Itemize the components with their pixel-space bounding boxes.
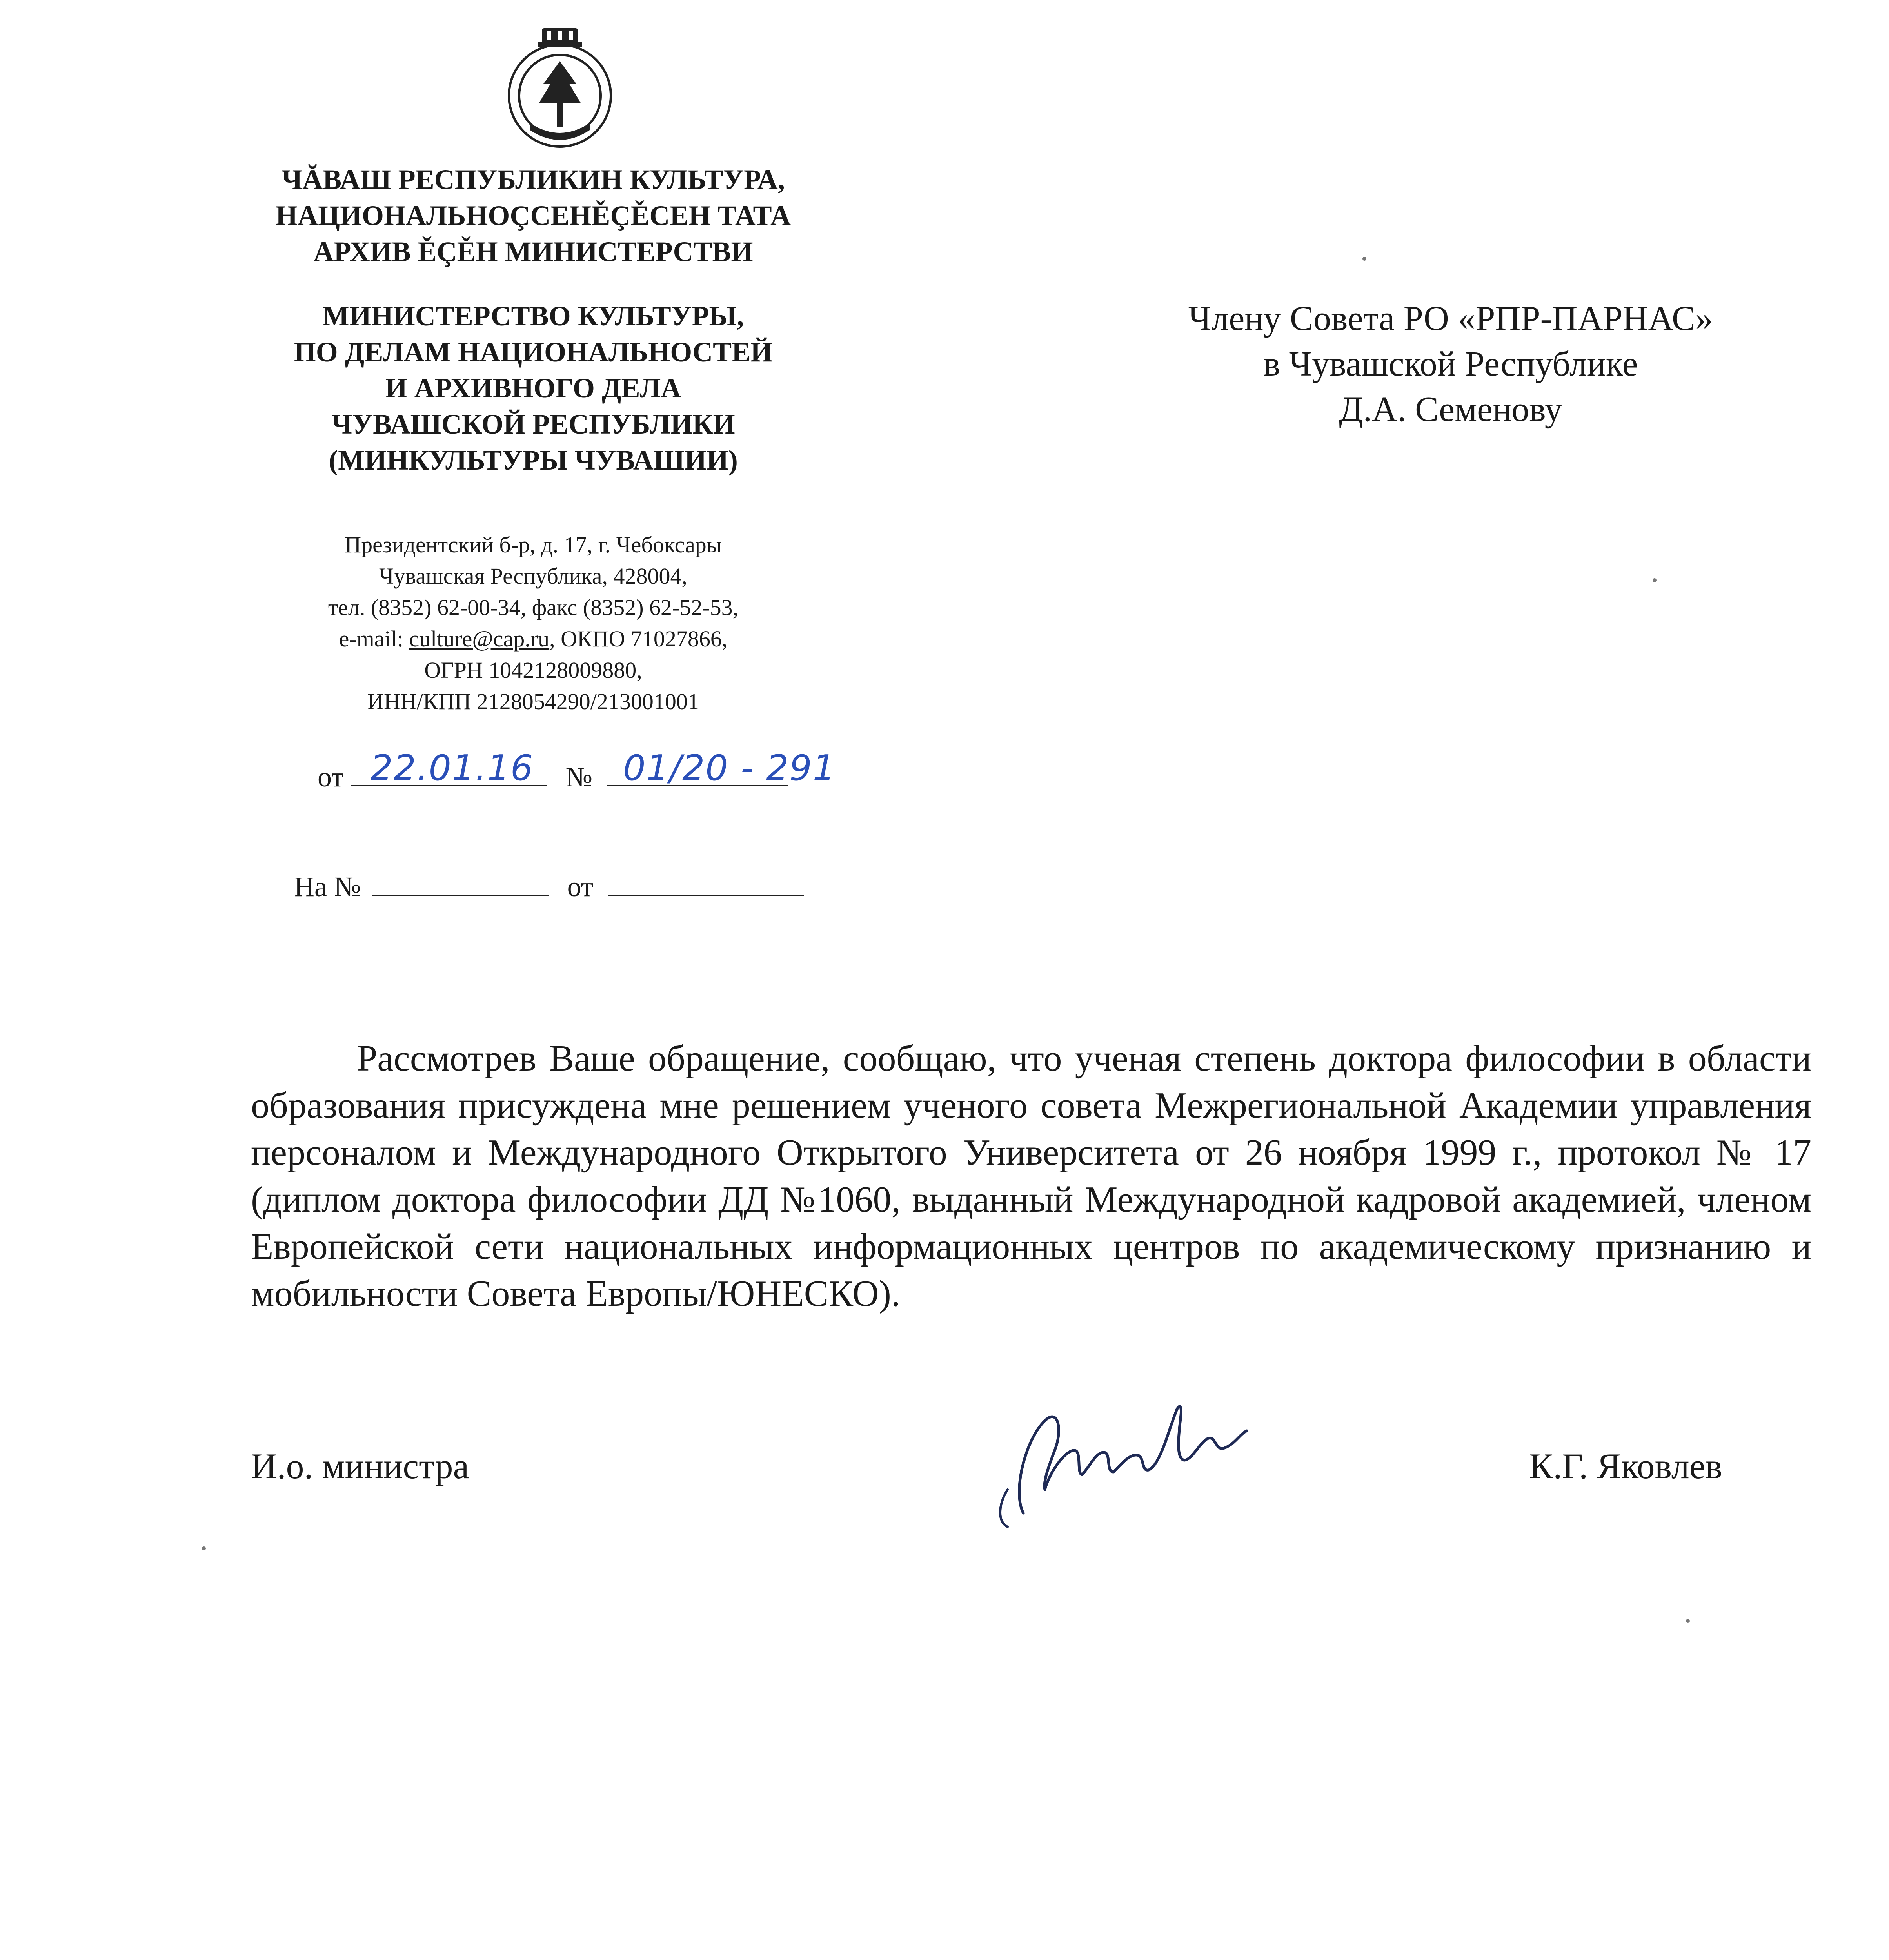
scan-speck	[1653, 578, 1657, 582]
email-link[interactable]: culture@cap.ru	[409, 626, 550, 652]
email-line: e-mail: culture@cap.ru, ОКПО 71027866,	[339, 626, 728, 652]
header-chuvash-line: АРХИВ ĚÇĚН МИНИСТЕРСТВИ	[313, 236, 753, 267]
registration-line: от 22.01.16 № 01/20 - 291	[318, 748, 836, 793]
date-field	[351, 748, 547, 789]
signer-title: И.о. министра	[251, 1446, 469, 1486]
header-russian-line: МИНИСТЕРСТВО КУЛЬТУРЫ,	[322, 300, 744, 332]
number-field	[607, 748, 836, 789]
reply-reference-line: На № от	[294, 866, 804, 906]
handwritten-number: 01/20 - 291	[623, 748, 836, 789]
address-line: Чувашская Республика, 428004,	[379, 563, 687, 589]
addressee-line: в Чувашской Республике	[1263, 345, 1638, 383]
ministry-address-block	[212, 529, 855, 717]
signer-name: К.Г. Яковлев	[1529, 1446, 1722, 1486]
header-chuvash-line: НАЦИОНАЛЬНОÇСЕНĚÇĚСЕН ТАТА	[276, 200, 791, 231]
handwritten-date: 22.01.16	[370, 748, 534, 789]
scan-speck	[1686, 1619, 1690, 1623]
ministry-name-chuvash	[212, 162, 855, 270]
header-russian-line: (МИНКУЛЬТУРЫ ЧУВАШИИ)	[329, 445, 738, 476]
header-russian-line: ПО ДЕЛАМ НАЦИОНАЛЬНОСТЕЙ	[294, 336, 773, 368]
addressee-line: Члену Совета РО «РПР-ПАРНАС»	[1188, 299, 1713, 338]
reply-number-blank	[372, 866, 549, 896]
header-russian-line: И АРХИВНОГО ДЕЛА	[385, 372, 681, 404]
letter-body: Рассмотрев Ваше обращение, сообщаю, что ученая степень доктора философии в области образования присуждена мне решением ученого совета Межрегиональной Академии управления персоналом и Международного Открытого Университета от 26 ноября 1999 г., протокол № 17 (диплом доктора философии ДД №1060, выданный Международной кадровой академией, членом Европейской сети национальных информационных центров по академическому признанию и мобильности Совета Европы/ЮНЕСКО).	[251, 1038, 1811, 1314]
header-chuvash-line: ЧĂВАШ РЕСПУБЛИКИН КУЛЬТУРА,	[282, 164, 785, 195]
addressee-line: Д.А. Семенову	[1339, 390, 1562, 429]
reply-date-blank	[608, 866, 804, 896]
address-line: ОГРН 1042128009880,	[424, 657, 642, 683]
scan-speck	[1362, 257, 1366, 261]
handwritten-signature	[964, 1372, 1262, 1537]
address-line: тел. (8352) 62-00-34, факс (8352) 62-52-53,	[328, 595, 739, 620]
address-line: Президентский б-р, д. 17, г. Чебоксары	[345, 532, 722, 557]
scan-speck	[202, 1546, 206, 1550]
ministry-name-russian	[212, 298, 855, 478]
address-line: ИНН/КПП 2128054290/213001001	[367, 689, 699, 714]
addressee-block	[1106, 296, 1796, 432]
header-russian-line: ЧУВАШСКОЙ РЕСПУБЛИКИ	[331, 408, 735, 440]
chuvash-emblem-icon	[483, 25, 637, 151]
